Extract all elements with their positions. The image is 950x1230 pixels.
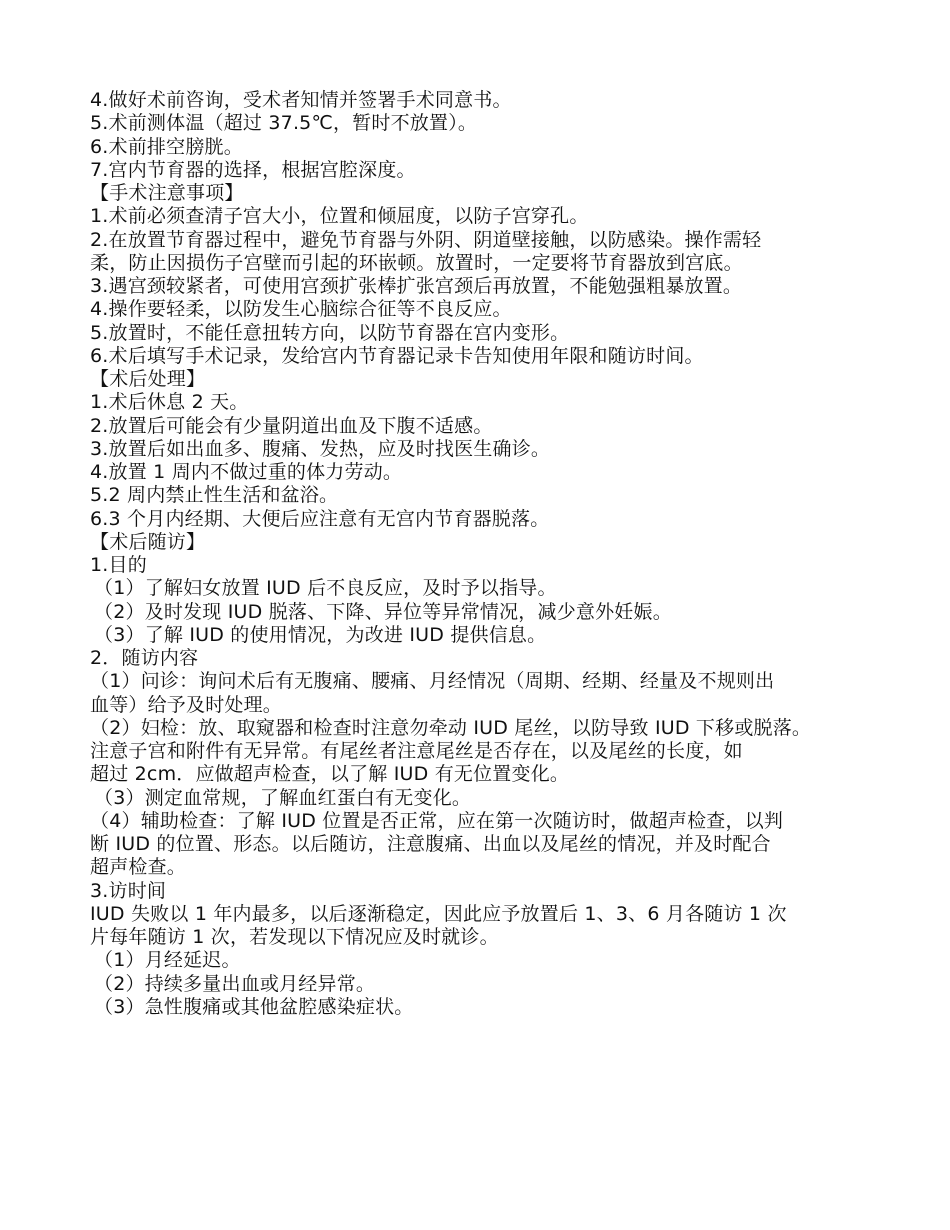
text-line: 4.操作要轻柔，以防发生心脑综合征等不良反应。 (90, 298, 512, 321)
section-heading-post-op-care: 【术后处理】 (90, 368, 206, 390)
text-line: 片每年随访 1 次，若发现以下情况应及时就诊。 (90, 926, 499, 948)
text-line: （3）了解 IUD 的使用情况，为改进 IUD 提供信息。 (94, 623, 547, 646)
text-line: （1）了解妇女放置 IUD 后不良反应，及时予以指导。 (94, 577, 557, 600)
text-line: 5.放置时，不能任意扭转方向，以防节育器在宫内变形。 (90, 321, 570, 344)
text-line: （3）测定血常规，了解血红蛋白有无变化。 (94, 786, 472, 809)
text-line: 3.访时间 (90, 879, 167, 902)
text-line: 注意子宫和附件有无异常。有尾丝者注意尾丝是否存在，以及尾丝的长度，如 (90, 740, 743, 762)
text-line: （2）及时发现 IUD 脱落、下降、异位等异常情况，减少意外妊娠。 (94, 600, 672, 623)
document-page (90, 89, 870, 1019)
text-line: 5.2 周内禁止性生活和盆浴。 (90, 484, 339, 507)
text-line: IUD 失败以 1 年内最多，以后逐渐稳定，因此应予放置后 1、3、6 月各随访 1 次 (90, 902, 787, 925)
text-line: 2．随访内容 (90, 647, 199, 669)
section-heading-follow-up: 【术后随访】 (90, 530, 206, 553)
text-line: 超过 2cm．应做超声检查，以了解 IUD 有无位置变化。 (90, 763, 570, 786)
text-line: （2）妇检：放、取窥器和检查时注意勿牵动 IUD 尾丝，以防导致 IUD 下移或脱落。 (90, 716, 812, 739)
text-line: 5.术前测体温（超过 37.5℃，暂时不放置）。 (90, 112, 478, 135)
text-line: 1.术前必须查清子宫大小，位置和倾屈度，以防子宫穿孔。 (90, 205, 589, 228)
text-line: （1）问诊：询问术后有无腹痛、腰痛、月经情况（周期、经期、经量及不规则出 (90, 670, 775, 693)
text-line: （3）急性腹痛或其他盆腔感染症状。 (94, 995, 414, 1018)
text-line: 6.术前排空膀胱。 (90, 135, 243, 158)
text-line: 4.放置 1 周内不做过重的体力劳动。 (90, 461, 403, 483)
text-line: 断 IUD 的位置、形态。以后随访，注意腹痛、出血以及尾丝的情况，并及时配合 (90, 833, 771, 855)
text-line: 6.术后填写手术记录，发给宫内节育器记录卡告知使用年限和随访时间。 (90, 344, 704, 367)
text-line: 2.放置后可能会有少量阴道出血及下腹不适感。 (90, 414, 493, 437)
text-line: 1.术后休息 2 天。 (90, 391, 249, 414)
text-line: 2.在放置节育器过程中，避免节育器与外阴、阴道壁接触，以防感染。操作需轻 (90, 228, 762, 251)
text-line: 3.放置后如出血多、腹痛、发热，应及时找医生确诊。 (90, 437, 551, 460)
text-line: 7.宫内节育器的选择，根据宫腔深度。 (90, 158, 416, 181)
text-line: 6.3 个月内经期、大便后应注意有无宫内节育器脱落。 (90, 507, 550, 530)
text-line: 4.做好术前咨询，受术者知情并签署手术同意书。 (90, 89, 512, 111)
text-line: （1）月经延迟。 (94, 949, 241, 972)
text-line: 柔，防止因损伤子宫壁而引起的环嵌顿。放置时，一定要将节育器放到宫底。 (90, 251, 743, 274)
text-line: 3.遇宫颈较紧者，可使用宫颈扩张棒扩张宫颈后再放置，不能勉强粗暴放置。 (90, 275, 743, 297)
section-heading-surgery-notes: 【手术注意事项】 (90, 182, 244, 204)
text-line: （2）持续多量出血或月经异常。 (94, 972, 376, 995)
text-line: 超声检查。 (90, 856, 187, 879)
text-line: 血等）给予及时处理。 (90, 693, 283, 716)
text-line: 1.目的 (90, 554, 147, 576)
text-line: （4）辅助检查：了解 IUD 位置是否正常，应在第一次随访时，做超声检查，以判 (90, 809, 784, 832)
